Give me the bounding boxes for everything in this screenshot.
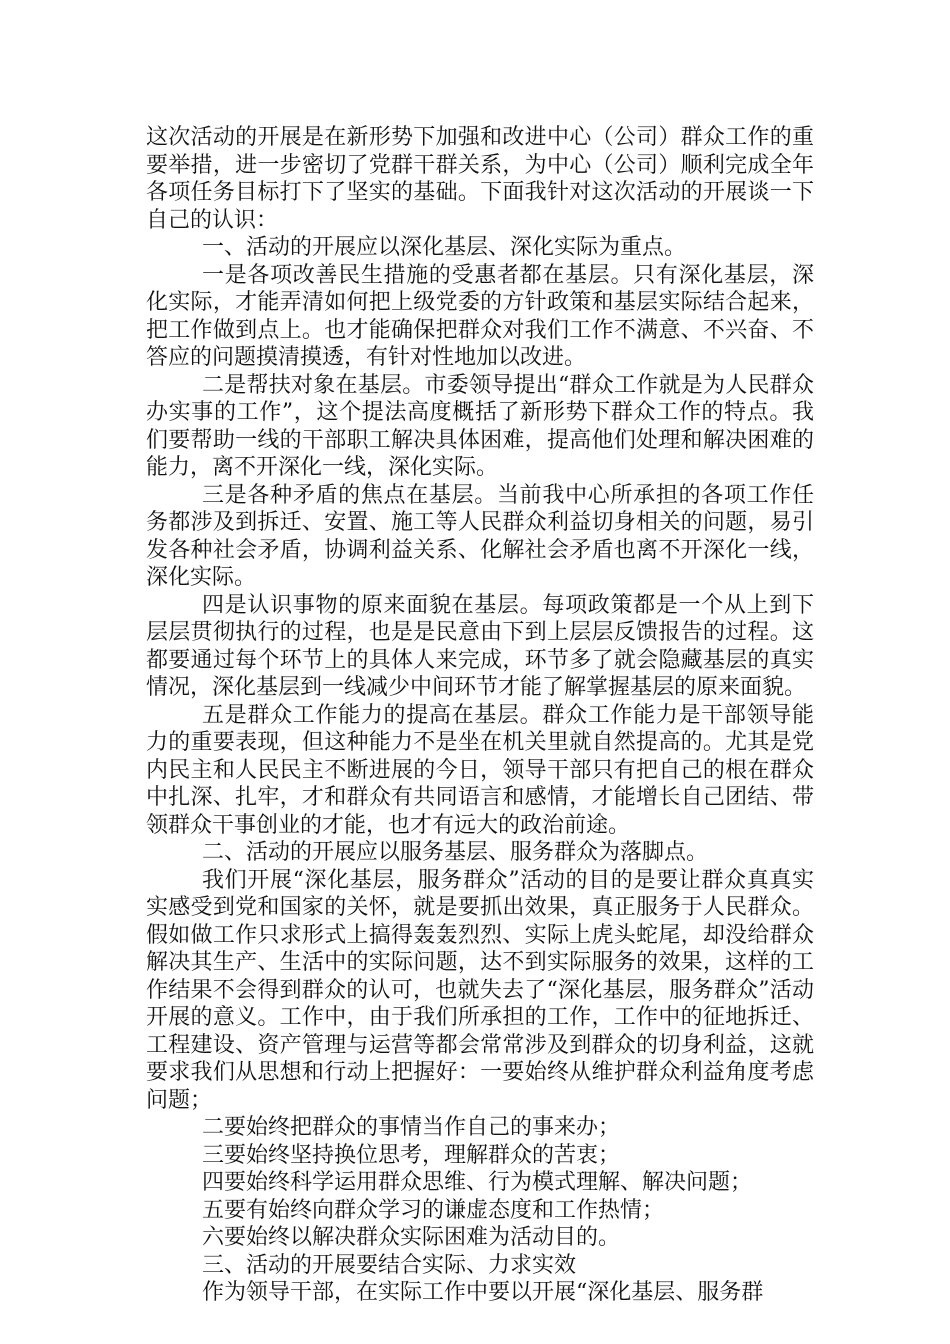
list-item-requirement-six: 六要始终以解决群众实际困难为活动目的。: [202, 1225, 621, 1250]
list-item-requirement-three: 三要始终坚持换位思考，理解群众的苦衷；: [202, 1142, 621, 1168]
heading-section-one: 一、活动的开展应以深化基层、深化实际为重点。: [202, 235, 687, 260]
paragraph-section-two-body: 我们开展“深化基层，服务群众”活动的目的是要让群众真真实实感受到党和国家的关怀，就是要抓出效果，真正服务于人民群众。假如做工作只求形式上搞得轰轰烈烈、实际上虎头蛇尾，却没给群众解决其生产、生活中的实际问题，达不到实际服务的效果，这样的工作结果不会得到群众的认可，也就失去了“深化基层，服务群众”活动开展的意义。工作中，由于我们所承担的工作，工作中的征地拆迁、工程建设、资产管理与运营等都会常常涉及到群众的切身利益，这就要求我们从思想和行动上把握好：一要始终从维护群众利益角度考虑问题；: [146, 867, 814, 1113]
list-item-requirement-four: 四要始终科学运用群众思维、行为模式理解、解决问题；: [202, 1170, 753, 1195]
paragraph-intro: 这次活动的开展是在新形势下加强和改进中心（公司）群众工作的重要举措，进一步密切了党群干群关系，为中心（公司）顺利完成全年各项任务目标打下了坚实的基础。下面我针对这次活动的开展谈一下自己的认识：: [146, 125, 814, 233]
paragraph-point-three: 三是各种矛盾的焦点在基层。当前我中心所承担的各项工作任务都涉及到拆迁、安置、施工等人民群众利益切身相关的问题，易引发各种社会矛盾，协调利益关系、化解社会矛盾也离不开深化一线，深化实际。: [146, 482, 814, 590]
paragraph-point-one: 一是各项改善民生措施的受惠者都在基层。只有深化基层，深化实际，才能弄清如何把上级党委的方针政策和基层实际结合起来，把工作做到点上。也才能确保把群众对我们工作不满意、不兴奋、不答应的问题摸清摸透，有针对性地加以改进。: [146, 262, 814, 370]
paragraph-point-four: 四是认识事物的原来面貌在基层。每项政策都是一个从上到下层层贯彻执行的过程，也是是民意由下到上层层反馈报告的过程。这都要通过每个环节上的具体人来完成，环节多了就会隐藏基层的真实情况，深化基层到一线减少中间环节才能了解掌握基层的原来面貌。: [146, 592, 814, 700]
heading-section-two: 二、活动的开展应以服务基层、服务群众为落脚点。: [202, 840, 709, 865]
list-item-requirement-five: 五要有始终向群众学习的谦虚态度和工作热情；: [202, 1197, 665, 1223]
heading-section-three: 三、活动的开展要结合实际、力求实效: [202, 1252, 577, 1278]
paragraph-point-five: 五是群众工作能力的提高在基层。群众工作能力是干部领导能力的重要表现，但这种能力不是坐在机关里就自然提高的。尤其是党内民主和人民民主不断进展的今日，领导干部只有把自己的根在群众中扎深、扎牢，才和群众有共同语言和感情，才能增长自己团结、带领群众干事创业的才能，也才有远大的政治前途。: [146, 702, 814, 838]
list-item-requirement-two: 二要始终把群众的事情当作自己的事来办；: [202, 1115, 621, 1140]
document-body: [146, 124, 814, 1307]
paragraph-section-three-body: 作为领导干部，在实际工作中要以开展“深化基层、服务群: [202, 1280, 764, 1305]
paragraph-point-two: 二是帮扶对象在基层。市委领导提出“群众工作就是为人民群众办实事的工作”，这个提法高度概括了新形势下群众工作的特点。我们要帮助一线的干部职工解决具体困难，提高他们处理和解决困难的能力，离不开深化一线，深化实际。: [146, 372, 814, 480]
